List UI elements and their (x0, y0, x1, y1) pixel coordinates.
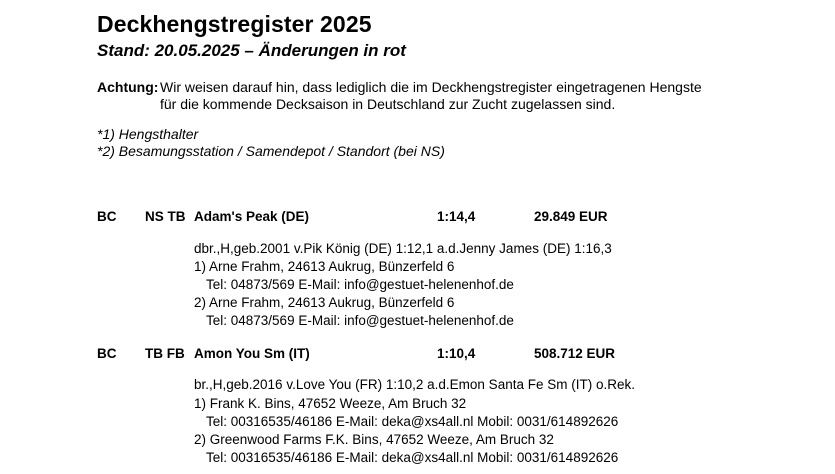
entry-contact-1: Tel: 04873/569 E-Mail: info@gestuet-helenenhof.de (206, 277, 514, 292)
entry-pedigree: br.,H,geb.2016 v.Love You (FR) 1:10,2 a.d.Emon Santa Fe Sm (IT) o.Rek. (194, 377, 635, 392)
entry-holder-1: 1) Arne Frahm, 24613 Aukrug, Bünzerfeld 6 (194, 259, 455, 274)
entry-pedigree: dbr.,H,geb.2001 v.Pik König (DE) 1:12,1 a.d.Jenny James (DE) 1:16,3 (194, 241, 612, 256)
entry-time: 1:10,4 (437, 346, 476, 361)
entry-contact-1: Tel: 00316535/46186 E-Mail: deka@xs4all.nl Mobil: 0031/614892626 (206, 414, 619, 429)
entry-code: BC (97, 209, 117, 224)
entry-earnings: 29.849 EUR (534, 209, 608, 224)
entry-name: Adam's Peak (DE) (194, 209, 310, 224)
entry-code: BC (97, 346, 117, 361)
entry-holder-2: 2) Greenwood Farms F.K. Bins, 47652 Weeze, Am Bruch 32 (194, 432, 554, 447)
page-title: Deckhengstregister 2025 (97, 11, 372, 37)
entry-earnings: 508.712 EUR (534, 346, 616, 361)
notice-label: Achtung: (97, 79, 159, 95)
entry-holder-1: 1) Frank K. Bins, 47652 Weeze, Am Bruch 32 (194, 396, 467, 411)
entry-contact-2: Tel: 00316535/46186 E-Mail: deka@xs4all.nl Mobil: 0031/614892626 (206, 450, 619, 465)
notice-line-2: für die kommende Decksaison in Deutschland zur Zucht zugelassen sind. (160, 96, 616, 112)
entry-name: Amon You Sm (IT) (194, 346, 310, 361)
notice-line-1: Wir weisen darauf hin, dass lediglich die im Deckhengstregister eingetragenen Hengste (160, 79, 702, 95)
entry-type: TB FB (145, 346, 185, 361)
footnote-1: *1) Hengsthalter (97, 126, 199, 142)
entry-type: NS TB (145, 209, 186, 224)
entry-holder-2: 2) Arne Frahm, 24613 Aukrug, Bünzerfeld 6 (194, 295, 455, 310)
footnote-2: *2) Besamungsstation / Samendepot / Standort (bei NS) (97, 143, 445, 159)
page-subtitle: Stand: 20.05.2025 – Änderungen in rot (97, 41, 406, 60)
entry-contact-2: Tel: 04873/569 E-Mail: info@gestuet-helenenhof.de (206, 313, 514, 328)
entry-time: 1:14,4 (437, 209, 476, 224)
